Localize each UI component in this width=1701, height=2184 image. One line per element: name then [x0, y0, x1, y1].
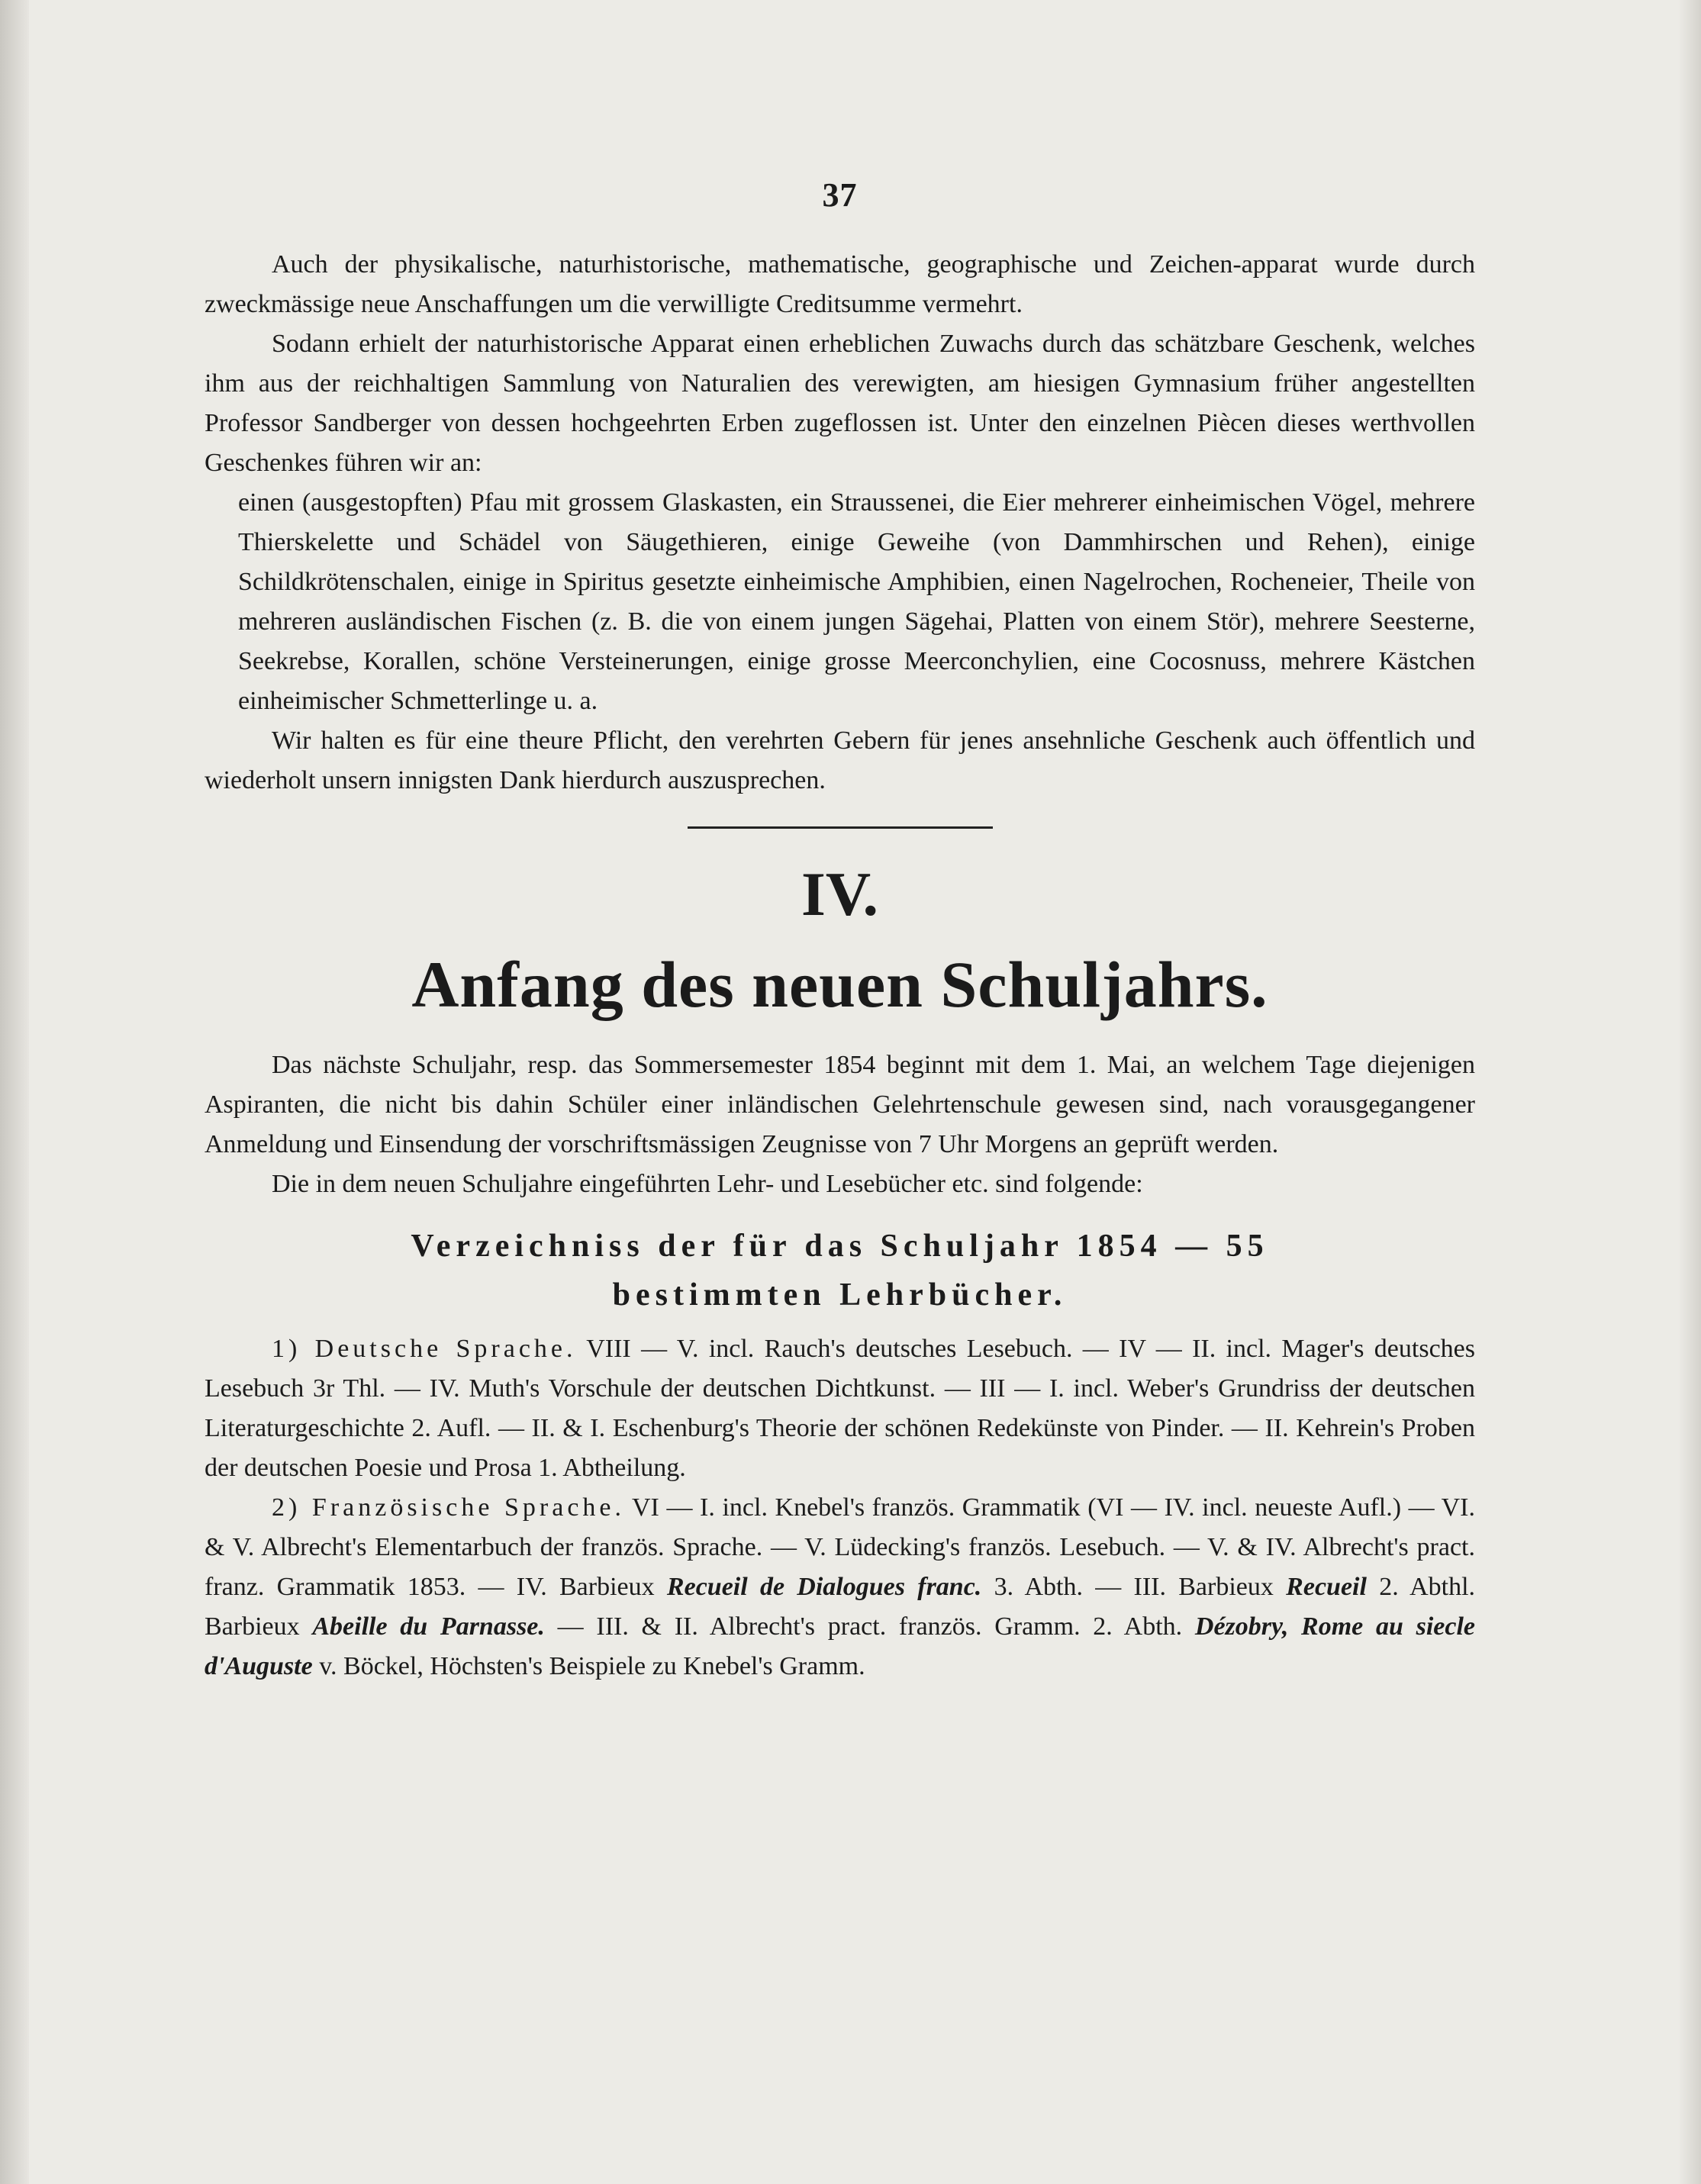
paragraph-apparatus: Auch der physikalische, naturhistorische, mathematische, geographische und Zeichen-apparat wurde durch zweckmässige neue Anschaffungen um die verwilligte Creditsumme vermehrt. — [205, 250, 1475, 318]
paragraph-donation: Sodann erhielt der naturhistorische Apparat einen erheblichen Zuwachs durch das schätzbare Geschenk, welches ihm aus der reichhaltigen Sammlung von Naturalien des verewigten, am hiesigen Gymnasium früher angestellten Professor Sandberger von dessen hochgeehrten Erben zugeflossen ist. Unter den einzelnen Piècen dieses werthvollen Geschenkes führen wir an: — [205, 330, 1475, 477]
page-edge — [1678, 0, 1701, 2184]
paragraph-textbooks-intro: Die in dem neuen Schuljahre eingeführten Lehr- und Lesebücher etc. sind folgende: — [272, 1170, 1143, 1198]
item-title-recueil-dialogues: Recueil de Dialogues franc. — [666, 1573, 982, 1601]
section-numeral: IV. — [801, 859, 879, 929]
page-number: 37 — [822, 176, 858, 214]
page-content — [205, 176, 1475, 1686]
section-title: Anfang des neuen Schuljahrs. — [411, 948, 1268, 1021]
paragraph-thanks: Wir halten es für eine theure Pflicht, den verehrten Gebern für jenes ansehnliche Geschenk auch öffentlich und wiederholt unsern innigsten Dank hierdurch auszusprechen. — [205, 726, 1475, 794]
item-text-french-c: 2. Abthl. Barbieux — [205, 1573, 1476, 1641]
textbook-list-title: Verzeichniss der für das Schuljahr 1854 — 55 — [411, 1229, 1269, 1264]
item-title-recueil: Recueil — [1286, 1573, 1367, 1601]
item-text-french-a: VI — I. incl. Knebel's französ. Grammatik (VI — IV. incl. neueste Aufl.) — VI. & V. Albrecht's Elementarbuch der französ. Sprache. — V. Lüdecking's französ. Lesebuch. — V. & IV. Albrecht's pract. franz. Grammatik 1853. — IV. Barbieux — [205, 1493, 1475, 1601]
item-label-french: 2) Französische Sprache. — [272, 1493, 626, 1522]
item-text-german: VIII — V. incl. Rauch's deutsches Lesebuch. — IV — II. incl. Mager's deutsches Lesebuch 3r Thl. — IV. Muth's Vorschule der deutschen Dichtkunst. — III — I. incl. Weber's Grundriss der deutschen Literaturgeschichte 2. Aufl. — II. & I. Eschenburg's Theorie der schönen Redekünste von Pinder. — II. Kehrein's Proben der deutschen Poesie und Prosa 1. Abtheilung. — [205, 1335, 1475, 1482]
item-title-abeille: Abeille du Parnasse. — [312, 1612, 545, 1641]
item-text-french-e: v. Böckel, Höchsten's Beispiele zu Knebel's Gramm. — [319, 1652, 865, 1680]
textbook-item-french — [205, 1488, 1475, 1686]
section-divider — [688, 826, 993, 829]
item-text-french-d: — III. & II. Albrecht's pract. französ. Gramm. 2. Abth. — [557, 1612, 1183, 1641]
textbook-list-subtitle: bestimmten Lehrbücher. — [612, 1277, 1068, 1313]
paragraph-donation-items: einen (ausgestopften) Pfau mit grossem Glaskasten, ein Straussenei, die Eier mehrerer einheimischen Vögel, mehrere Thierskelette und Schädel von Säugethieren, einige Geweihe (von Dammhirschen und Rehen), einige Schildkrötenschalen, einige in Spiritus gesetzte einheimische Amphibien, einen Nagelrochen, Rocheneier, Theile von mehreren ausländischen Fischen (z. B. die von einem jungen Sägehai, Platten von einem Stör), mehrere Seesterne, Seekrebse, Korallen, schöne Versteinerungen, einige grosse Meerconchylien, eine Cocosnuss, mehrere Kästchen einheimischer Schmetterlinge u. a. — [238, 488, 1475, 715]
item-text-french-b: 3. Abth. — III. Barbieux — [994, 1573, 1274, 1601]
binding-gutter — [0, 0, 29, 2184]
paragraph-school-year: Das nächste Schuljahr, resp. das Sommersemester 1854 beginnt mit dem 1. Mai, an welchem Tage diejenigen Aspiranten, die nicht bis dahin Schüler einer inländischen Gelehrtenschule gewesen sind, nach vorausgegangener Anmeldung und Einsendung der vorschriftsmässigen Zeugnisse von 7 Uhr Morgens an geprüft werden. — [205, 1051, 1475, 1158]
item-title-dezobry: Dézobry, Rome au siecle d'Auguste — [205, 1612, 1476, 1680]
textbook-item-german — [205, 1329, 1475, 1488]
item-label-german: 1) Deutsche Sprache. — [272, 1335, 577, 1363]
